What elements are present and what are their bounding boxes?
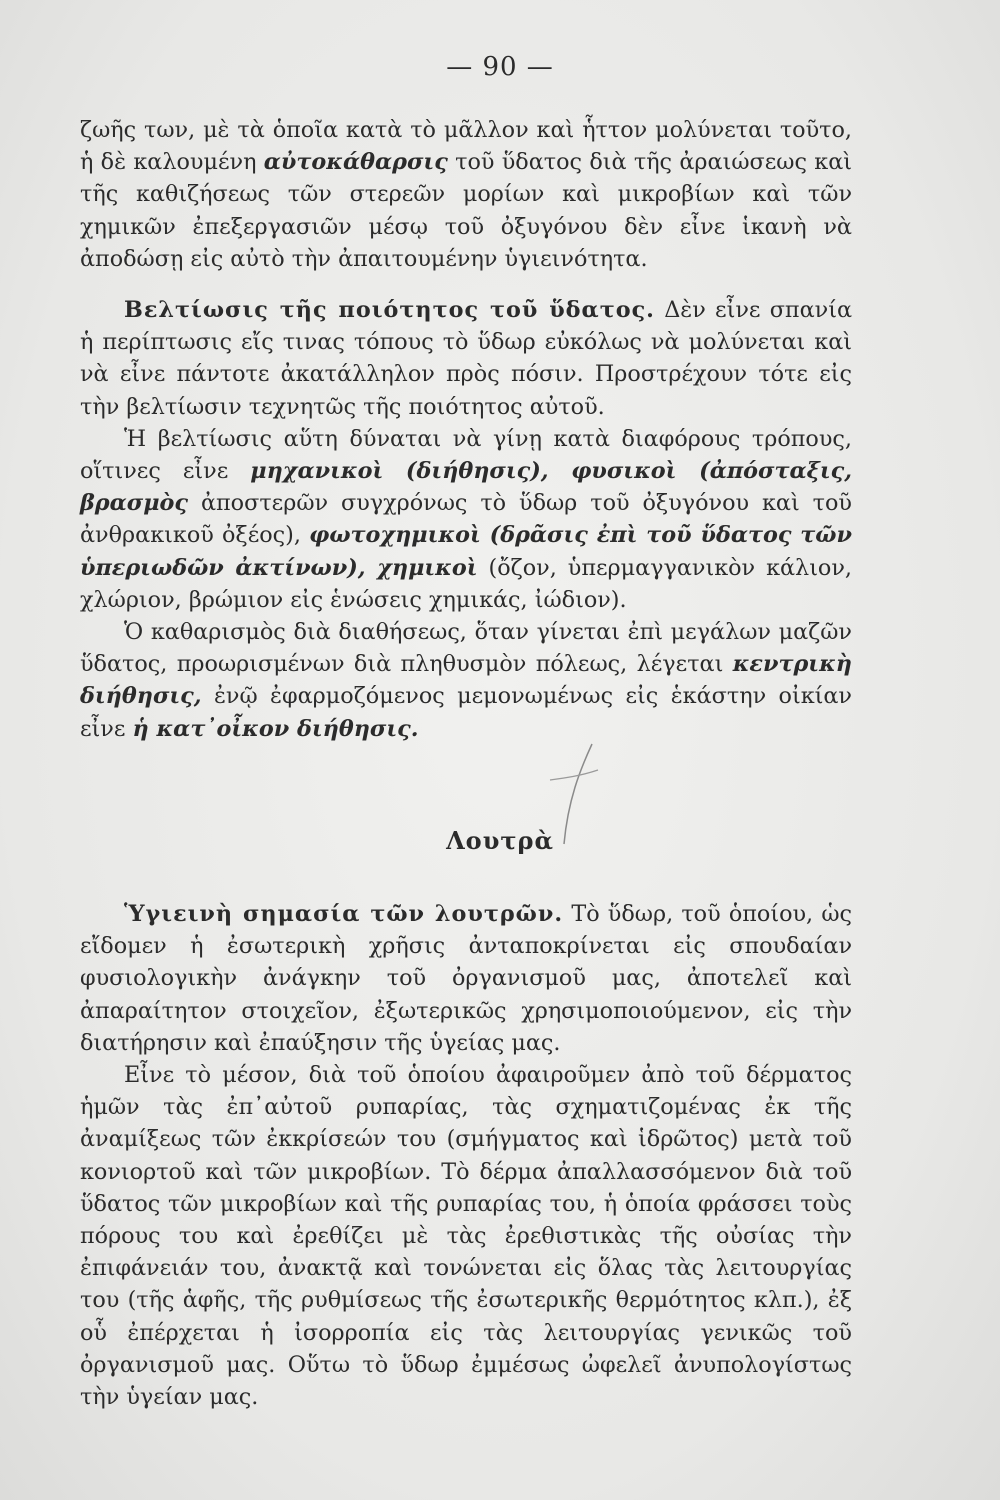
emphasis-text: ἡ κατ᾽οἶκον διήθησις. — [132, 715, 419, 742]
text-run: Ἡ βελτίωσις αὕτη δύναται νὰ γίνῃ κατὰ διαφόρους τρόπους, οἵτινες εἶνε — [80, 425, 852, 485]
paragraph — [80, 294, 852, 423]
paragraph: Εἶνε τὸ μέσον, διὰ τοῦ ὁποίου ἀφαιροῦμεν ἀπὸ τοῦ δέρματος ἡμῶν τὰς ἐπ᾽αὐτοῦ ρυπαρίας, τὰς σχηματιζομένας ἐκ τῆς ἀναμίξεως τῶν ἐκκρίσεών του (σμήγματος καὶ ἱδρῶτος) μετὰ τοῦ κονιορτοῦ καὶ τῶν μικροβίων. Τὸ δέρμα ἀπαλλασσόμενον διὰ τοῦ ὕδατος τῶν μικροβίων καὶ τῆς ρυπαρίας του, ἡ ὁποία φράσσει τοὺς πόρους του καὶ ἐρεθίζει μὲ τὰς ἐρεθιστικὰς τῆς οὐσίας τὴν ἐπιφάνειάν του, ἀνακτᾷ καὶ τονώνεται εἰς ὅλας τὰς λειτουργίας του (τῆς ἁφῆς, τῆς ρυθμίσεως τῆς ἐσωτερικῆς θερμότητος κλπ.), ἐξ οὗ ἐπέρχεται ἡ ἰσορροπία εἰς τὰς λειτουργίας γενικῶς τοῦ ὀργανισμοῦ μας. Οὕτω τὸ ὕδωρ ἐμμέσως ὠφελεῖ ἀνυπολογίστως τὴν ὑγείαν μας. — [80, 1062, 852, 1411]
text-run: Δὲν εἶνε σπανία ἡ περίπτωσις εἴς τινας τόπους τὸ ὕδωρ εὐκόλως νὰ μολύνεται καὶ νὰ εἶνε πάντοτε ἀκατάλληλον πρὸς πόσιν. Προστρέχουν τότε εἰς τὴν βελτίωσιν τεχνητῶς τῆς ποιότητος αὐτοῦ. — [80, 297, 852, 420]
paragraph — [80, 898, 852, 1059]
text-run: Τὸ ὕδωρ, τοῦ ὁποίου, ὡς εἴδομεν ἡ ἐσωτερικὴ χρῆσις ἀνταποκρίνεται εἰς σπουδαίαν φυσιολογικὴν ἀνάγκην τοῦ ὀργανισμοῦ μας, ἀποτελεῖ καὶ ἀπαραίτητον στοιχεῖον, ἐξωτερικῶς χρησιμοποιούμενον, εἰς τὴν διατήρησιν καὶ ἐπαύξησιν τῆς ὑγείας μας. — [80, 901, 852, 1056]
text-run: Ὁ καθαρισμὸς διὰ διαθήσεως, ὅταν γίνεται ἐπὶ μεγάλων μαζῶν ὕδατος, προωρισμένων διὰ πληθυσμὸν πόλεως, λέγεται — [80, 619, 852, 678]
page-number: — 90 — — [446, 52, 554, 82]
paragraph-continued — [80, 114, 852, 275]
inline-heading: Ὑγιεινὴ σημασία τῶν λουτρῶν. — [124, 901, 564, 927]
emphasis-text: μηχανικοὶ (διήθησις), φυσικοὶ (ἀπόσταξις, βρασμὸς — [80, 458, 852, 517]
section-baths — [80, 898, 852, 1413]
text-run: (ὄζον, ὑπερμαγγανικὸν κάλιον, χλώριον, βρώμιον εἰς ἑνώσεις χημικάς, ἰώδιον). — [80, 554, 853, 613]
text-run: ἀποστερῶν συγχρόνως τὸ ὕδωρ τοῦ ὀξυγόνου καὶ τοῦ ἀνθρακικοῦ ὀξέος), — [80, 490, 852, 549]
emphasis-text: φωτοχημικοὶ (δρᾶσις ἐπὶ τοῦ ὕδατος τῶν ὑπεριωδῶν ἀκτίνων), χημικοὶ — [80, 522, 853, 581]
paragraph — [80, 616, 852, 745]
inline-heading: Βελτίωσις τῆς ποιότητος τοῦ ὕδατος. — [124, 297, 655, 323]
text-run: τοῦ ὕδατος διὰ τῆς ἀραιώσεως καὶ τῆς καθιζήσεως τῶν στερεῶν μορίων καὶ μικροβίων καὶ τῶν χημικῶν ἐπεξεργασιῶν μέσῳ τοῦ ὀξυγόνου δὲν εἶνε ἱκανὴ νὰ ἀποδώσῃ εἰς αὐτὸ τὴν ἀπαιτουμένην ὑγιεινότητα. — [80, 149, 852, 272]
paragraph — [80, 114, 852, 275]
text-run: ζωῆς των, μὲ τὰ ὁποῖα κατὰ τὸ μᾶλλον καὶ ἧττον μολύνεται τοῦτο, ἡ δὲ καλουμένη — [80, 117, 852, 176]
emphasis-text: αὐτοκάθαρσις — [263, 149, 448, 176]
emphasis-text: κεντρικὴ διήθησις, — [80, 651, 852, 710]
section-title: Λουτρὰ — [446, 826, 554, 855]
section-water-quality — [80, 294, 852, 745]
paragraph — [80, 423, 852, 616]
text-run: ἐνῷ ἐφαρμοζόμενος μεμονωμένως εἰς ἑκάστην οἰκίαν εἶνε — [80, 683, 852, 742]
